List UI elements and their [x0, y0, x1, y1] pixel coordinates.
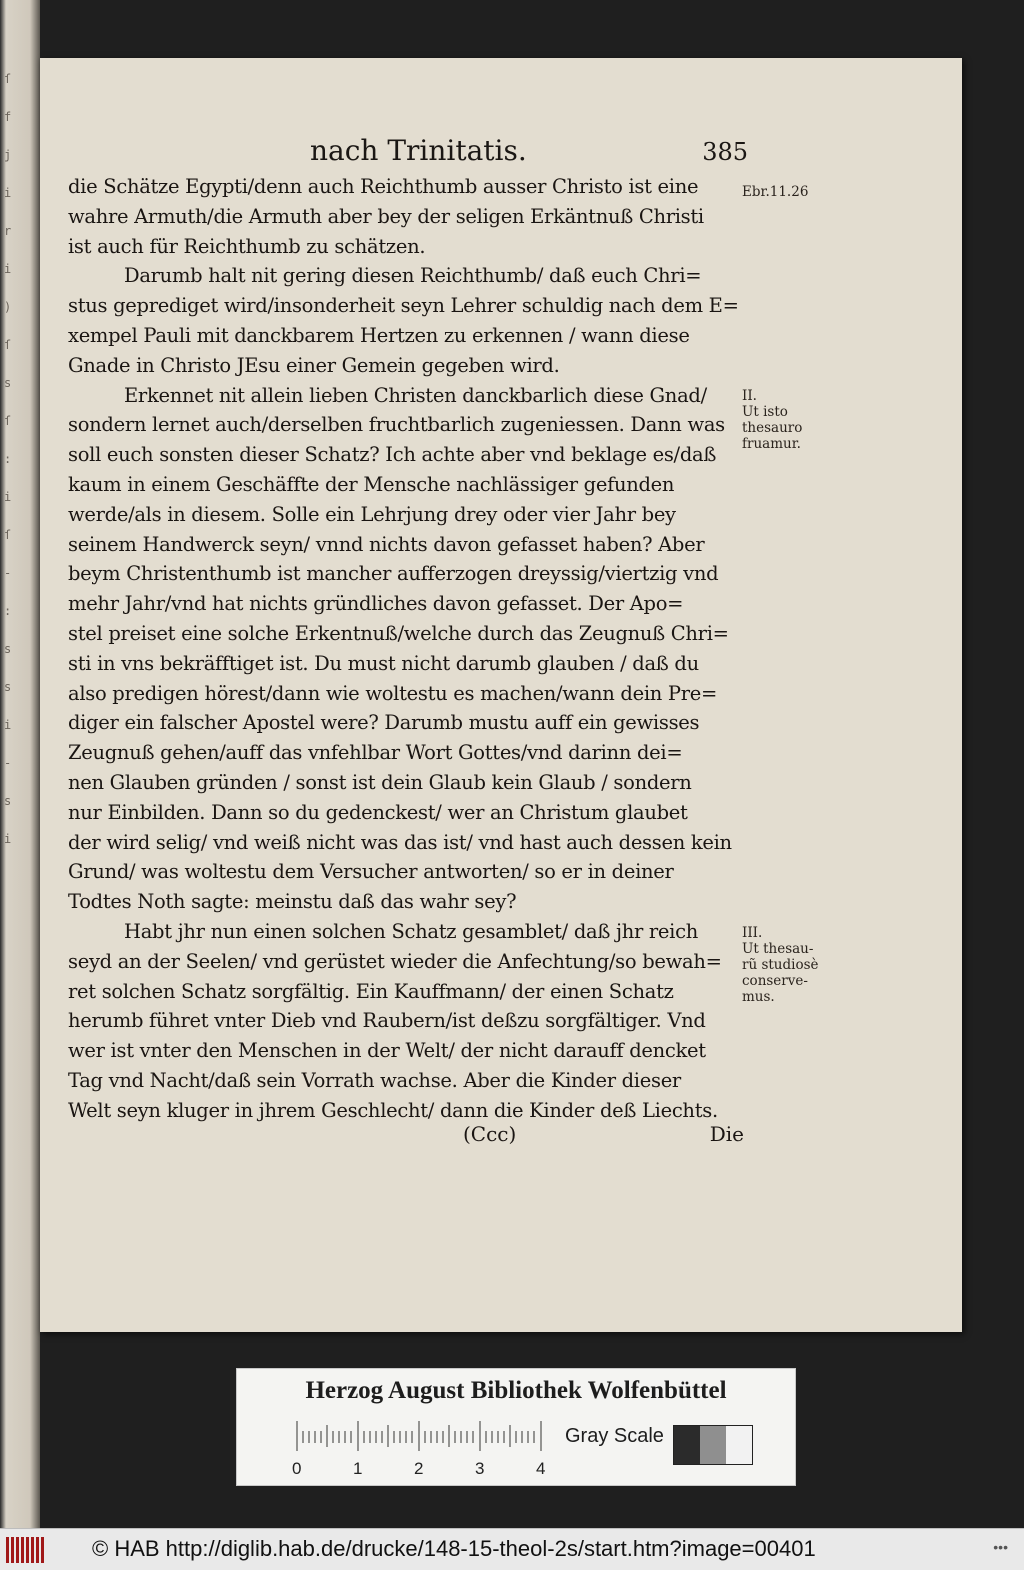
page-header — [310, 134, 748, 174]
text-line: herumb führet vnter Dieb vnd Raubern/ist deßzu sorgfältiger. Vnd — [68, 1009, 706, 1033]
text-line: xempel Pauli mit danckbarem Hertzen zu erkennen / wann diese — [68, 323, 690, 347]
grayscale-swatches — [673, 1425, 753, 1465]
scale-ticks — [295, 1421, 545, 1455]
marginal-text: thesauro — [742, 420, 803, 436]
viewer-footer-bar — [0, 1528, 1024, 1570]
text-line: Grund/ was woltestu dem Versucher antworten/ so er in deiner — [68, 860, 674, 884]
text-line: Gnade in Christo JEsu einer Gemein gegeben wird. — [68, 353, 560, 377]
text-line: sondern lernet auch/derselben fruchtbarlich zugeniessen. Dann was — [68, 413, 725, 437]
adjacent-page-edge — [0, 0, 40, 1528]
text-line: nur Einbilden. Dann so du gedenckest/ wer an Christum glaubet — [68, 800, 688, 824]
text-line: Erkennet nit allein lieben Christen danckbarlich diese Gnad/ — [124, 383, 707, 407]
scale-number: 2 — [414, 1459, 424, 1478]
running-title: nach Trinitatis. — [310, 134, 527, 167]
text-line: mehr Jahr/vnd hat nichts gründliches davon gefasset. Der Apo= — [68, 592, 684, 616]
text-line: beym Christenthumb ist mancher aufferzogen dreyssig/viertzig vnd — [68, 562, 719, 586]
page-footer-line — [68, 1122, 744, 1152]
copyright-url[interactable]: © HAB http://diglib.hab.de/drucke/148-15-theol-2s/start.htm?image=00401 — [92, 1536, 816, 1561]
gray-swatch-dark — [674, 1426, 700, 1464]
scale-number: 1 — [353, 1459, 363, 1478]
text-line: wahre Armuth/die Armuth aber bey der seligen Erkäntnuß Christi — [68, 204, 704, 228]
marginal-note-section-2 — [742, 388, 802, 452]
marginal-text: fruamur. — [742, 436, 801, 452]
grayscale-label: Gray Scale — [565, 1425, 664, 1447]
marginal-text: conserve- — [742, 973, 808, 989]
text-line: wer ist vnter den Menschen in der Welt/ der nicht darauff dencket — [68, 1039, 706, 1063]
body-text — [68, 172, 744, 1126]
page-number: 385 — [702, 138, 748, 166]
text-line: seinem Handwerck seyn/ vnnd nichts davon gefasset haben? Aber — [68, 532, 705, 556]
scale-number: 3 — [475, 1459, 485, 1478]
text-line: also predigen hörest/dann wie woltestu es machen/wann dein Pre= — [68, 681, 718, 705]
text-line: Tag vnd Nacht/daß sein Vorrath wachse. Aber die Kinder dieser — [68, 1068, 681, 1092]
marginal-note-section-3 — [742, 925, 819, 1005]
marginal-text: Ut thesau- — [742, 941, 814, 957]
catchword: Die — [709, 1122, 744, 1146]
text-line: kaum in einem Geschäffte der Mensche nachlässiger gefunden — [68, 472, 675, 496]
text-line: diger ein falscher Apostel were? Darumb mustu auff ein gewisses — [68, 711, 700, 735]
text-line: die Schätze Egypti/denn auch Reichthumb ausser Christo ist eine — [68, 175, 699, 198]
marginal-text: rũ studiosè — [742, 957, 819, 973]
page-edge-marks: ſ f j i r i ) ſ s ſ : i ſ - : s s i - s i — [4, 72, 12, 846]
text-line: ret solchen Schatz sorgfältig. Ein Kauffmann/ der einen Schatz — [68, 979, 674, 1003]
text-line: Zeugnuß gehen/auff das vnfehlbar Wort Gottes/vnd darinn dei= — [68, 741, 683, 765]
marginal-text: mus. — [742, 989, 775, 1005]
gray-swatch-light — [726, 1426, 752, 1464]
text-line: ist auch für Reichthumb zu schätzen. — [68, 234, 426, 258]
scale-numbers — [292, 1459, 555, 1479]
text-line: Welt seyn kluger in jhrem Geschlecht/ dann die Kinder deß Liechts. — [68, 1098, 718, 1122]
book-page — [40, 58, 962, 1332]
hab-logo-icon — [6, 1537, 46, 1563]
text-line: nen Glauben gründen / sonst ist dein Glaub kein Glaub / sondern — [68, 770, 692, 794]
marginal-number: II. — [742, 388, 757, 404]
text-line: Todtes Noth sagte: meinstu daß das wahr sey? — [68, 890, 517, 914]
marginal-note-reference — [742, 184, 808, 200]
color-target-card — [236, 1368, 796, 1486]
marginal-number: III. — [742, 925, 763, 941]
text-line: der wird selig/ vnd weiß nicht was das ist/ vnd hast auch dessen kein — [68, 830, 732, 854]
more-options-icon[interactable]: ••• — [993, 1539, 1008, 1555]
text-line: stus geprediget wird/insonderheit seyn Lehrer schuldig nach dem E= — [68, 294, 739, 318]
text-line: seyd an der Seelen/ vnd gerüstet wieder die Anfechtung/so bewah= — [68, 949, 722, 973]
library-name: Herzog August Bibliothek Wolfenbüttel — [305, 1377, 727, 1404]
text-line: Darumb halt nit gering diesen Reichthumb/ daß euch Chri= — [124, 264, 702, 288]
scale-number: 0 — [292, 1459, 302, 1478]
scale-number: 4 — [536, 1459, 546, 1478]
text-line: stel preiset eine solche Erkentnuß/welche durch das Zeugnuß Chri= — [68, 621, 729, 645]
marginal-text: Ut isto — [742, 404, 788, 420]
text-line: werde/als in diesem. Solle ein Lehrjung drey oder vier Jahr bey — [68, 502, 676, 526]
measurement-scale — [292, 1421, 555, 1478]
text-line: soll euch sonsten dieser Schatz? Ich achte aber vnd beklage es/daß — [68, 443, 717, 467]
text-line: Habt jhr nun einen solchen Schatz gesamblet/ daß jhr reich — [124, 919, 698, 943]
gray-swatch-mid — [700, 1426, 726, 1464]
signature-mark: (Ccc) — [463, 1122, 517, 1146]
text-line: sti in vns bekräfftiget ist. Du must nicht darumb glauben / daß du — [68, 651, 699, 675]
marginal-text: Ebr.11.26 — [742, 184, 809, 200]
